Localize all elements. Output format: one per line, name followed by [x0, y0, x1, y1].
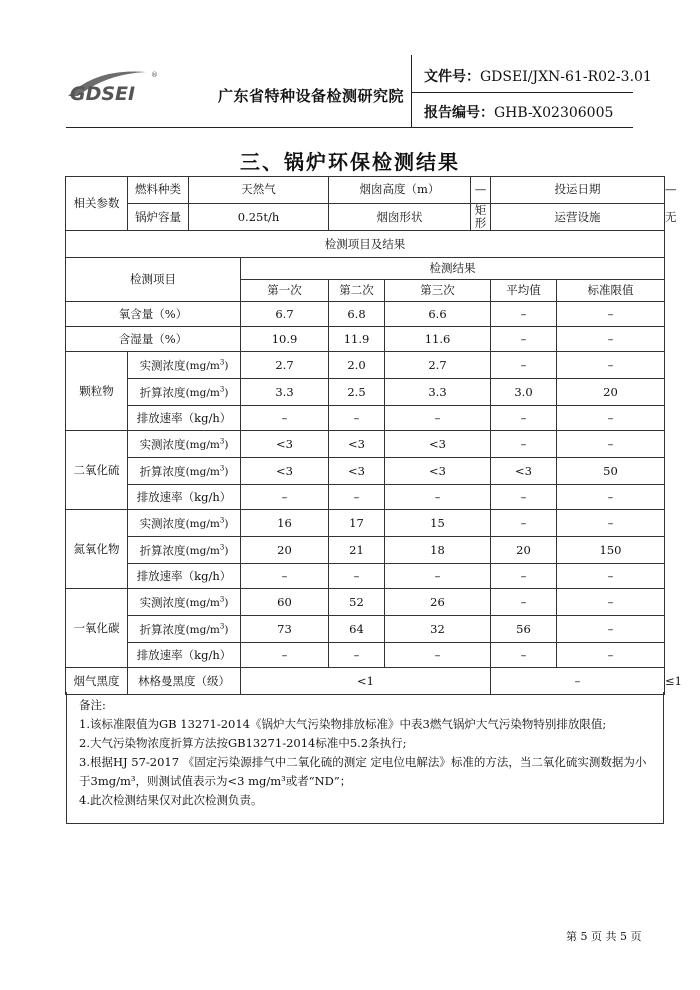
cell: –: [557, 510, 665, 537]
cell: 3.3: [241, 379, 329, 406]
cell: –: [491, 668, 665, 695]
cell: 2.5: [329, 379, 385, 406]
note-item: 4.此次检测结果仅对此次检测负责。: [79, 793, 263, 807]
param-key: 烟囱形状: [329, 204, 471, 231]
cell: –: [557, 564, 665, 589]
institute-name: 广东省特种设备检测研究院: [218, 87, 405, 105]
cell: –: [491, 485, 557, 510]
cell: <3: [241, 458, 329, 485]
table-row: [66, 406, 665, 431]
cell: 11.9: [329, 327, 385, 352]
table-row: 烟气黑度 林格曼黑度（级） <1 – ≤1: [66, 668, 665, 695]
table-row: [66, 302, 665, 327]
cell: 56: [491, 616, 557, 643]
cell: 2.7: [385, 352, 491, 379]
cell: 50: [557, 458, 665, 485]
notes-title: 备注:: [79, 698, 106, 712]
cell: 60: [241, 589, 329, 616]
cell: 21: [329, 537, 385, 564]
row-label: 实测浓度$(mg/m^3)$: [128, 352, 241, 379]
cell: 15: [385, 510, 491, 537]
cell: <3: [329, 431, 385, 458]
cell: –: [557, 589, 665, 616]
row-label: 氧含量（%）: [66, 302, 241, 327]
row-label: 排放速率（kg/h）: [128, 406, 241, 431]
params-row: 相关参数 燃料种类 天然气 烟囱高度（m） — 投运日期 —: [66, 177, 665, 204]
col-header: 第一次: [241, 280, 329, 302]
report-number: [424, 102, 613, 122]
pollutant-name: 氮氧化物: [66, 510, 128, 589]
table-row: [66, 352, 665, 379]
section-title: 检测项目及结果: [66, 231, 665, 258]
table-row: [66, 616, 665, 643]
report-number-label: 报告编号：: [424, 105, 494, 121]
cell: –: [385, 406, 491, 431]
cell: 20: [557, 379, 665, 406]
cell: –: [385, 564, 491, 589]
cell: <3: [385, 431, 491, 458]
row-label: 排放速率（kg/h）: [128, 485, 241, 510]
param-value: 矩形: [471, 204, 491, 231]
section-header-row: [66, 231, 665, 258]
table-row: [66, 485, 665, 510]
cell: <3: [491, 458, 557, 485]
pollutant-name: 二氧化硫: [66, 431, 128, 510]
row-label: 含湿量（%）: [66, 327, 241, 352]
table-row: [66, 458, 665, 485]
cell: –: [557, 352, 665, 379]
cell: –: [329, 643, 385, 668]
notes-box: [66, 692, 664, 824]
cell: –: [557, 485, 665, 510]
table-row: [66, 564, 665, 589]
note-item: 1.该标准限值为GB 13271-2014《锅炉大气污染物排放标准》中表3燃气锅炉大气污染物特别排放限值;: [79, 717, 607, 731]
cell: –: [491, 589, 557, 616]
file-number-label: 文件号：: [424, 69, 480, 85]
cell: –: [241, 406, 329, 431]
row-label: 实测浓度$(mg/m^3)$: [128, 431, 241, 458]
cell: –: [491, 643, 557, 668]
col-header: 第三次: [385, 280, 491, 302]
param-key: 燃料种类: [128, 177, 189, 204]
cell: 10.9: [241, 327, 329, 352]
param-key: 运营设施: [491, 204, 665, 231]
table-row: [66, 589, 665, 616]
note-item: 3.根据HJ 57-2017 《固定污染源排气中二氧化硫的测定 定电位电解法》标准的方法，当二氧化硫实测数据为小于3mg/m³，则测试值表示为<3 mg/m³或者“ND”；: [79, 755, 647, 788]
table-row: [66, 431, 665, 458]
cell: –: [491, 431, 557, 458]
cell: –: [491, 406, 557, 431]
cell: 20: [241, 537, 329, 564]
cell: 150: [557, 537, 665, 564]
cell: –: [557, 616, 665, 643]
param-value: 0.25t/h: [189, 204, 329, 231]
cell: –: [329, 406, 385, 431]
cell: –: [557, 406, 665, 431]
column-header-row: [66, 258, 665, 280]
svg-text:GDSEI: GDSEI: [70, 83, 136, 105]
note-item: 2.大气污染物浓度折算方法按GB13271-2014标准中5.2条执行;: [79, 736, 407, 750]
cell: –: [557, 431, 665, 458]
table-row: [66, 379, 665, 406]
table-row: [66, 537, 665, 564]
pollutant-name: 颗粒物: [66, 352, 128, 431]
cell: –: [329, 485, 385, 510]
row-label: 折算浓度$(mg/m^3)$: [128, 458, 241, 485]
cell: –: [385, 643, 491, 668]
cell: –: [491, 352, 557, 379]
cell: –: [491, 564, 557, 589]
cell: –: [491, 327, 557, 352]
cell: 6.6: [385, 302, 491, 327]
param-key: 烟囱高度（m）: [329, 177, 471, 204]
row-label: 林格曼黑度（级）: [128, 668, 241, 695]
cell: 73: [241, 616, 329, 643]
cell: 6.7: [241, 302, 329, 327]
cell: 18: [385, 537, 491, 564]
params-label: 相关参数: [66, 177, 128, 231]
cell: 26: [385, 589, 491, 616]
param-key: 锅炉容量: [128, 204, 189, 231]
row-label: 排放速率（kg/h）: [128, 643, 241, 668]
row-label: 实测浓度$(mg/m^3)$: [128, 589, 241, 616]
cell: 16: [241, 510, 329, 537]
cell: 20: [491, 537, 557, 564]
param-key: 投运日期: [491, 177, 665, 204]
row-label: 折算浓度$(mg/m^3)$: [128, 616, 241, 643]
cell: 32: [385, 616, 491, 643]
svg-text:®: ®: [151, 71, 158, 79]
param-value: —: [471, 177, 491, 204]
row-label: 折算浓度$(mg/m^3)$: [128, 537, 241, 564]
cell: <3: [241, 431, 329, 458]
cell: 3.0: [491, 379, 557, 406]
item-header: 检测项目: [66, 258, 241, 302]
cell: 52: [329, 589, 385, 616]
cell: –: [329, 564, 385, 589]
page-number: 第 5 页 共 5 页: [566, 930, 642, 943]
pollutant-name: 烟气黑度: [66, 668, 128, 695]
row-label: 实测浓度$(mg/m^3)$: [128, 510, 241, 537]
cell: –: [241, 485, 329, 510]
cell: 17: [329, 510, 385, 537]
cell: 3.3: [385, 379, 491, 406]
report-number-value: GHB-X02306005: [494, 105, 614, 121]
cell: <3: [329, 458, 385, 485]
cell: 6.8: [329, 302, 385, 327]
results-table: [65, 176, 682, 695]
gdsei-logo: [66, 66, 166, 106]
header-rule: [66, 127, 633, 128]
page-title: 三、锅炉环保检测结果: [240, 150, 460, 174]
cell: –: [491, 302, 557, 327]
cell: –: [241, 643, 329, 668]
cell: –: [241, 564, 329, 589]
cell: 2.0: [329, 352, 385, 379]
col-header: 标准限值: [557, 280, 665, 302]
cell: –: [557, 302, 665, 327]
col-header: 第二次: [329, 280, 385, 302]
cell: 11.6: [385, 327, 491, 352]
file-number-value: GDSEI/JXN-61-R02-3.01: [480, 69, 652, 85]
row-label: 排放速率（kg/h）: [128, 564, 241, 589]
cell: –: [385, 485, 491, 510]
params-row: 锅炉容量 0.25t/h 烟囱形状 矩形 运营设施 无: [66, 204, 665, 231]
col-header: 平均值: [491, 280, 557, 302]
file-number: [424, 66, 652, 86]
cell: –: [557, 643, 665, 668]
result-header: 检测结果: [241, 258, 665, 280]
row-label: 折算浓度$(mg/m^3)$: [128, 379, 241, 406]
table-row: [66, 643, 665, 668]
header-divider-horizontal: [411, 92, 633, 93]
table-row: [66, 510, 665, 537]
cell: –: [557, 327, 665, 352]
param-value: 天然气: [189, 177, 329, 204]
cell: –: [491, 510, 557, 537]
cell: <1: [241, 668, 491, 695]
cell: 64: [329, 616, 385, 643]
table-row: [66, 327, 665, 352]
pollutant-name: 一氧化碳: [66, 589, 128, 668]
cell: 2.7: [241, 352, 329, 379]
cell: <3: [385, 458, 491, 485]
